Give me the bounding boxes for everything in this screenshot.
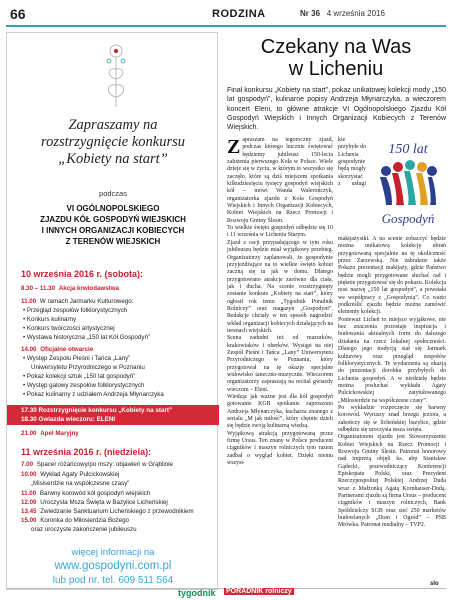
schedule-item [21, 471, 119, 479]
schedule-item [21, 499, 168, 507]
schedule-time: 8.30 – 11.30 [21, 285, 56, 292]
schedule-time: 12.00 [21, 499, 37, 506]
website-link[interactable]: www.gospodyni.com.pl [54, 560, 172, 572]
article-lead: Finał konkursu „Kobiety na start”, pokaz unikatowej kolekcji mody „150 lat gospodyń”, kulinarne popisy Andrzeja Młynarczyka, a wieczorem koncert Eleni, to główne atrakcje VI Ogólnopolskiego Zjazdu Kół Gospodyń Wiejskich i Innych Organizacji Kobiecych z Terenów Wiejskich. [227, 87, 446, 132]
congress-name [7, 203, 219, 247]
drop-cap: Z [227, 136, 241, 158]
schedule-time: 14.00 [21, 346, 37, 353]
contest-result-line: 17.30 Rozstrzygnięcie konkursu „Kobiety na start” [21, 407, 173, 414]
schedule-bullet: • Pokaz kolekcji sztuk „150 lat gospodyń” [23, 373, 135, 381]
article-paragraph: Ponieważ Licheń to miejsce wyjątkowe, nie bez znaczenia pozostaje inspiracja i budowania aktualnych form do dalszego działania na rzecz lokalnej społeczności. Dlatego jego tradycją stał się Jarmark kulturowy oraz przegląd zespołów folklorystycznych. Te wydarzenia są okazją do prezentacji dorobku przybyłych do Lichenia gospodyń. A w niedzielę będzie można posłuchać wykładu Agaty Pulcickowskiej zatytułowanego „Miłosierdzie na współczesne czasy”. [338, 316, 446, 404]
schedule-bullet-continuation: Uniwersytetu Przyrodniczego w Poznaniu [31, 364, 145, 371]
schedule-text: Apel Maryjny [40, 430, 79, 437]
schedule-bullet: • Pokaz kulinarny z udziałem Andrzeja Młynarczyka [23, 391, 164, 399]
magazine-brand-badge: PORADNIK rolniczy [226, 588, 292, 595]
schedule-bullet: • Konkurs twórczości artystycznej [23, 325, 115, 333]
issue-date: 4 września 2016 [326, 9, 385, 18]
section-name: RODZINA [212, 8, 266, 20]
schedule-time: 13.45 [21, 508, 37, 515]
congress-name-line: Z TERENÓW WIEJSKICH [65, 237, 161, 246]
schedule-text: Oficjalne otwarcie [40, 346, 94, 353]
schedule-item [21, 490, 150, 498]
article-paragraph: Scena zadudni też od mazurków, krakowiaków i oberków. Wystąpi na niej Zespół Pieśni i Tańca „Lany” Uniwersytetu Przyrodniczego w Poznaniu, który przygotował na tę okazję specjalne widowisko taneczno-muzyczne. Wieczorem organizatorzy zapraszają na recital gwiazdy wieczoru – Eleni. [227, 335, 333, 393]
schedule-time: 10.00 [21, 471, 37, 478]
schedule-item [21, 298, 133, 306]
magazine-brand: tygodnik [178, 588, 216, 598]
issue-info [300, 9, 385, 18]
article-paragraph: Wyjątkową atrakcją przygotowaną przez firmę Ursus. Ten znany w Polsce producent ciągników i maszyn rolniczych tym razem zadbał o wygląd kobiet. Dzięki niemu wszyst- [227, 430, 333, 467]
congress-name-line: ZJAZDU KÓŁ GOSPODYŃ WIEJSKICH [40, 215, 186, 224]
article-paragraph: Wiedząc jak ważne jest dla kół gospodyń gotowanie KGB spotkanie zaproszono Andrzeja Młynarczyka, kucharza znanego z serialu „M jak miłość”, który chętnie dzieli się będzie swoją kulinarną wiedzą. [227, 394, 333, 430]
schedule-item [21, 461, 173, 469]
schedule-time: 15.00 [21, 517, 37, 524]
article-paragraph: Zjazd z racji przypadającego w tym roku jubileuszu będzie miał wyjątkowy przebieg. Organizatorzy zaplanowali, że gospodynie przyjeżdżające na to wielkie święto kobiet zaczną się tu jak w domu. Dlatego przygotowano atrakcje zarówno dla ciała, jak i ducha. Na scenie rozstrzygnięty zostanie konkurs „Kobiety na start”, który ogłosił rok temu „Tygodnik Poradnik Rolniczy” oraz magazyn „Gospodyni”. Redakcje chciały w ten sposób nagrodzić wkład organizacji kobiecych działających na terenach wiejskich. [227, 239, 333, 334]
article-title [226, 36, 446, 80]
schedule-text: Zwiedzanie Sanktuarium Licheńskiego z przewodnikiem [40, 508, 194, 515]
article-paragraph: To wielkie święto gospodyń odbędzie się 10 i 11 września w Licheniu Starym. [227, 225, 333, 239]
jubilee-logo-icon [368, 137, 446, 233]
highlight-box [7, 405, 219, 425]
schedule-text: Koronka do Miłosierdzia Bożego [40, 517, 129, 524]
schedule-time: 11.00 [21, 490, 37, 497]
phone-number: lub pod nr. tel. 609 511 564 [52, 575, 174, 586]
article-title-line: Czekany na Was [260, 36, 412, 58]
star-of-evening-line: 18.30 Gwiazda wieczoru: ELENI [21, 416, 116, 423]
floral-ornament-icon [103, 39, 129, 111]
schedule-text: Spacer różańcowy/po mszy: objawień w Grąblinie [36, 461, 173, 468]
article-column-2 [338, 137, 446, 530]
schedule-item-continuation: „Misiserdzie na współczesne czasy” [31, 480, 130, 487]
article-paragraph: kie przybyłe do Lichenia gospodynie będą mogły skorzystać z usługi makijażystki. A na scenie zobaczyć będzie można unikatową kolekcję ubrań przygotowaną specjalnie na tę okoliczność przez Zarzewską. Nie zabraknie także Pokazu prezentacji makijaży, gdzie Państwo będzie mogli przygotowane słuchać rad i pięknie przygotować się do pokazu. Kolekcja nosi nazwę „150 lat gospodyń”, a powstała we współpracy z „Gospodynią”. Co warto podkreślić zjazdu będzie można zamówić elementy kolekcji. [338, 137, 446, 316]
page-header [0, 0, 451, 28]
schedule-item [21, 346, 93, 354]
header-rule [6, 25, 446, 27]
issue-number: Nr 36 [300, 9, 321, 18]
podczas-label: podczas [99, 189, 127, 198]
schedule-item [21, 430, 79, 438]
schedule-item-continuation: oraz uroczyste zakończenie jubileuszu [31, 526, 137, 533]
schedule-text: Wykład Agaty Pulcickowskiej [40, 471, 120, 478]
schedule-text: Uroczysta Msza Święta w Bazylice Licheńskiej [40, 499, 168, 506]
article-paragraph: Organizatorem zjazdu jest Stowarzyszenie Kobiet Wiejskich na Rzecz Promocji i Rozwoju Gminy Ślesin. Patronat honorowy nad imprezą objęli ks. abp Stanisław Gądecki, przewodniczący Konferencji Episkopatu Polski, oraz Prezydent Rzeczypospolitej Polskiej Andrzej Duda wraz z Małżonką Agatą Kornhauser-Dudą. Partnerami zjazdu są firma Ursus – producent ciągników i maszyn rolniczych, Bank Spółdzielczy SGB oraz sieć 250 marketów budowlanych „Dom i Ogród” – PSB Mrówka. Patronat medialny – TVP2. [338, 434, 446, 529]
invitation-title-line: „Kobiety na start” [58, 151, 168, 167]
schedule-text: W ramach Jarmarku Kulturowego: [39, 298, 134, 305]
more-info-label: więcej informacji na [71, 547, 155, 558]
schedule-bullet: • Wystawa historyczna „150 lat Kół Gospodyń” [23, 334, 150, 342]
schedule-time: 11.00 [21, 298, 37, 305]
event-program-panel [6, 32, 218, 590]
schedule-text: Akcja krwiodawstwa [58, 285, 119, 292]
article-title-line: w Licheniu [288, 58, 384, 80]
article-paragraph: apraszam na tegoroczny zjazd, podczas którego hucznie świętować będziemy jubileusz 150-lecia założenia pierwszego Koła w Polsce. Wiele dzieje się w życiu, w którym to wszystko się zaczęło, które są dziś miejscem spotkania kilkudziesięciu tysięcy gospodyń wiejskich kół – mówi Wanda Walerończyk, organizatorka zjazdu z Kola Gospodyń Wiejskich i Innych Organizacji Kobiecych, Kobiet Wiejskich na Rzecz Promocji i Rozwoju Gminy Ślesin. [227, 137, 333, 224]
schedule-bullet: • Przegląd zespołów folklorystycznych [23, 307, 127, 315]
day2-heading: 11 września 2016 r. (niedziela): [21, 447, 152, 457]
page-number: 66 [10, 6, 26, 22]
invitation-title [7, 117, 219, 168]
article-column-1 [227, 137, 333, 467]
schedule-bullet: • Konkurs kulinarny [23, 316, 76, 324]
logo-text-gospodyn: Gospodyń [381, 211, 435, 226]
invitation-title-line: Zapraszamy na [68, 117, 158, 133]
schedule-text: Barwny korowód kół gospodyń wiejskich [39, 490, 151, 497]
congress-name-line: I INNYCH ORGANIZACJI KOBIECYCH [41, 226, 185, 235]
logo-text-150: 150 lat [388, 142, 428, 157]
schedule-bullet: • Występ galowy zespołów folklorystycznych [23, 382, 144, 390]
day1-heading: 10 września 2016 r. (sobota): [21, 269, 144, 279]
congress-name-line: VI OGÓLNOPOLSKIEGO [66, 204, 160, 213]
schedule-item [21, 285, 119, 293]
schedule-time: 21.00 [21, 430, 37, 437]
author-signature: slo [430, 581, 439, 587]
article-paragraph: Po wykładzie rozpoczęcie się barwny korowód. Wyruszy znad brzegu jeziora, a zakończy się w licheńskiej bazylice, gdzie odbędzie się uroczysta msza święta. [338, 404, 446, 433]
schedule-item [21, 508, 194, 516]
schedule-item [21, 517, 129, 525]
schedule-time: 7.00 [21, 461, 34, 468]
schedule-bullet: • Występ Zespołu Pieśni i Tańca „Lany” [23, 355, 130, 363]
invitation-title-line: rozstrzygnięcie konkursu [40, 134, 186, 150]
